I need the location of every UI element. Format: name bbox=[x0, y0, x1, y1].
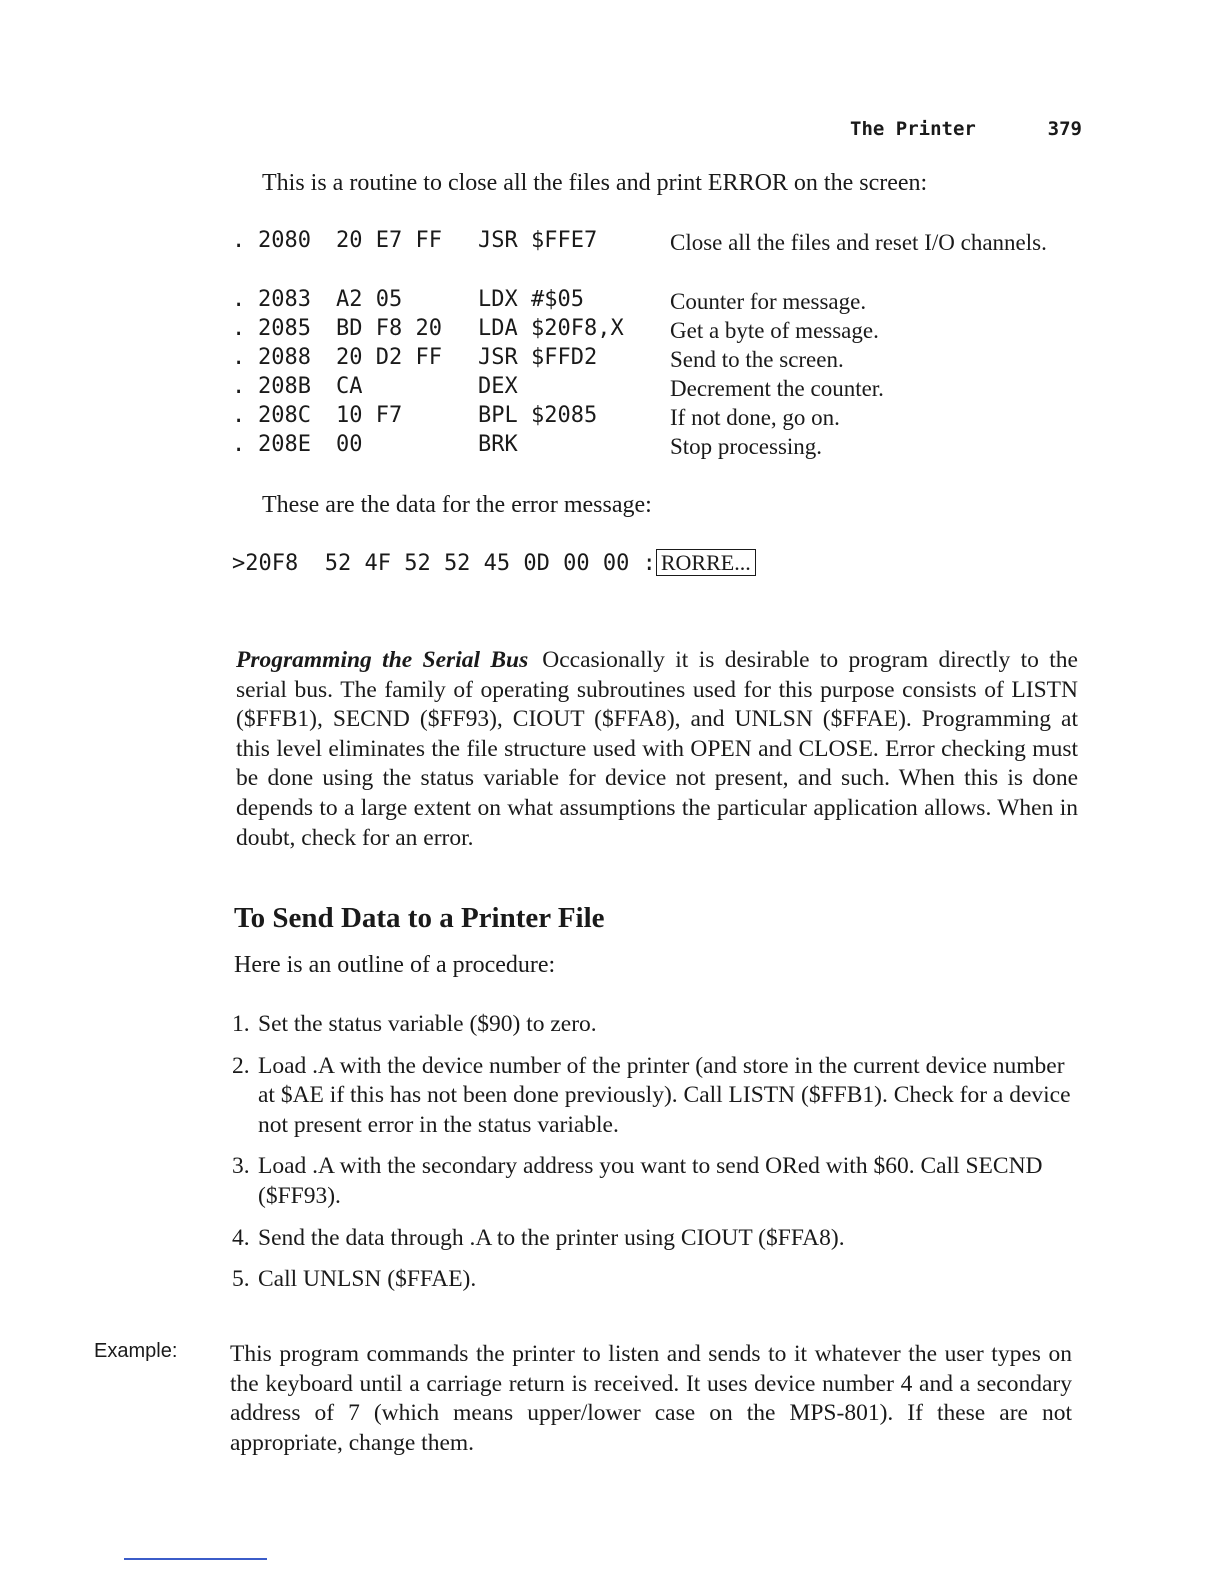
code-bytes: 00 bbox=[336, 432, 363, 457]
section-heading: To Send Data to a Printer File bbox=[234, 902, 605, 934]
code-address: 2088 bbox=[258, 345, 311, 370]
code-instruction: DEX bbox=[478, 374, 518, 399]
routine-intro: This is a routine to close all the files and print ERROR on the screen: bbox=[262, 170, 928, 196]
dump-separator: : bbox=[642, 551, 656, 576]
code-address: 208E bbox=[258, 432, 311, 457]
code-address: 208B bbox=[258, 374, 311, 399]
code-comment: Close all the files and reset I/O channels. bbox=[670, 230, 1047, 255]
code-comment: If not done, go on. bbox=[670, 405, 840, 430]
dump-ascii: RORRE... bbox=[656, 549, 756, 576]
code-bytes: BD F8 20 bbox=[336, 316, 442, 341]
procedure-step bbox=[232, 1052, 1074, 1141]
procedure-step bbox=[232, 1224, 1074, 1254]
step-number: 1. bbox=[232, 1011, 250, 1037]
step-text: Load .A with the secondary address you want to send ORed with $60. Call SECND ($FF93). bbox=[258, 1153, 1043, 1209]
code-address: 2085 bbox=[258, 316, 311, 341]
step-text: Set the status variable ($90) to zero. bbox=[258, 1011, 597, 1037]
code-dot: . bbox=[232, 287, 246, 312]
code-dot: . bbox=[232, 316, 246, 341]
code-bytes: 20 E7 FF bbox=[336, 228, 442, 253]
running-head-title: The Printer bbox=[850, 118, 976, 140]
example-label: Example: bbox=[94, 1340, 178, 1362]
example-text: This program commands the printer to listen and sends to it whatever the user types on the keyboard until a carriage return is received. It uses device number 4 and a secondary address of 7 (which means upper/lower case on the MPS-801). If these are not appropriate, change them. bbox=[230, 1341, 1072, 1456]
code-bytes: A2 05 bbox=[336, 287, 403, 312]
procedure-step bbox=[232, 1010, 1074, 1040]
code-dot: . bbox=[232, 374, 246, 399]
code-line bbox=[232, 374, 1112, 404]
step-text: Load .A with the device number of the printer (and store in the current device number at $AE if this has not been done previously). Call LISTN ($FFB1). Check for a device not present error in the status variable. bbox=[258, 1052, 1071, 1138]
code-comment: Get a byte of message. bbox=[670, 318, 879, 343]
code-instruction: BPL $2085 bbox=[478, 403, 598, 428]
code-instruction: BRK bbox=[478, 432, 518, 457]
code-instruction: LDA $20F8,X bbox=[478, 316, 624, 341]
code-instruction: JSR $FFD2 bbox=[478, 345, 598, 370]
code-line bbox=[232, 345, 1112, 375]
code-line bbox=[232, 287, 1112, 317]
code-comment: Decrement the counter. bbox=[670, 376, 884, 401]
code-address: 208C bbox=[258, 403, 311, 428]
code-dot: . bbox=[232, 228, 246, 253]
procedure-step bbox=[232, 1265, 1074, 1295]
procedure-steps bbox=[232, 1010, 1074, 1307]
code-dot: . bbox=[232, 345, 246, 370]
code-line bbox=[232, 432, 1112, 462]
step-number: 2. bbox=[232, 1052, 250, 1079]
code-bytes: 20 D2 FF bbox=[336, 345, 442, 370]
step-number: 3. bbox=[232, 1153, 250, 1180]
footnote-rule bbox=[124, 1558, 267, 1560]
code-comment: Send to the screen. bbox=[670, 347, 844, 372]
serial-bus-heading: Programming the Serial Bus bbox=[236, 647, 529, 673]
outline-intro: Here is an outline of a procedure: bbox=[234, 952, 556, 978]
serial-bus-paragraph bbox=[236, 646, 1078, 853]
code-bytes: 10 F7 bbox=[336, 403, 403, 428]
code-address: 2080 bbox=[258, 228, 311, 253]
code-line bbox=[232, 228, 1112, 258]
code-line bbox=[232, 403, 1112, 433]
serial-bus-text: Occasionally it is desirable to program directly to the serial bus. The family of operating subroutines used for this purpose consists of LISTN ($FFB1), SECND ($FF93), CIOUT ($FFA8), and UNLSN ($FFAE). Programming at this level eliminates the file structure used with OPEN and CLOSE. Error checking must be done using the status variable for device not present, and such. When this is done depends to a large extent on what assumptions the particular application allows. When in doubt, check for an error. bbox=[236, 647, 1078, 851]
code-instruction: LDX #$05 bbox=[478, 287, 584, 312]
step-number: 5. bbox=[232, 1266, 250, 1293]
code-line bbox=[232, 316, 1112, 346]
memory-dump-line bbox=[232, 550, 756, 576]
step-text: Call UNLSN ($FFAE). bbox=[258, 1266, 477, 1293]
code-comment: Stop processing. bbox=[670, 434, 823, 459]
dump-prompt: >20F8 bbox=[232, 551, 299, 576]
procedure-step bbox=[232, 1152, 1074, 1211]
code-instruction: JSR $FFE7 bbox=[478, 228, 598, 253]
code-comment: Counter for message. bbox=[670, 289, 867, 314]
code-bytes: CA bbox=[336, 374, 363, 399]
step-text: Send the data through .A to the printer using CIOUT ($FFA8). bbox=[258, 1224, 845, 1251]
data-intro: These are the data for the error message: bbox=[262, 492, 652, 518]
dump-bytes: 52 4F 52 52 45 0D 00 00 bbox=[324, 551, 630, 576]
code-dot: . bbox=[232, 403, 246, 428]
step-number: 4. bbox=[232, 1224, 250, 1251]
code-address: 2083 bbox=[258, 287, 311, 312]
code-dot: . bbox=[232, 432, 246, 457]
page-number: 379 bbox=[1047, 118, 1082, 140]
